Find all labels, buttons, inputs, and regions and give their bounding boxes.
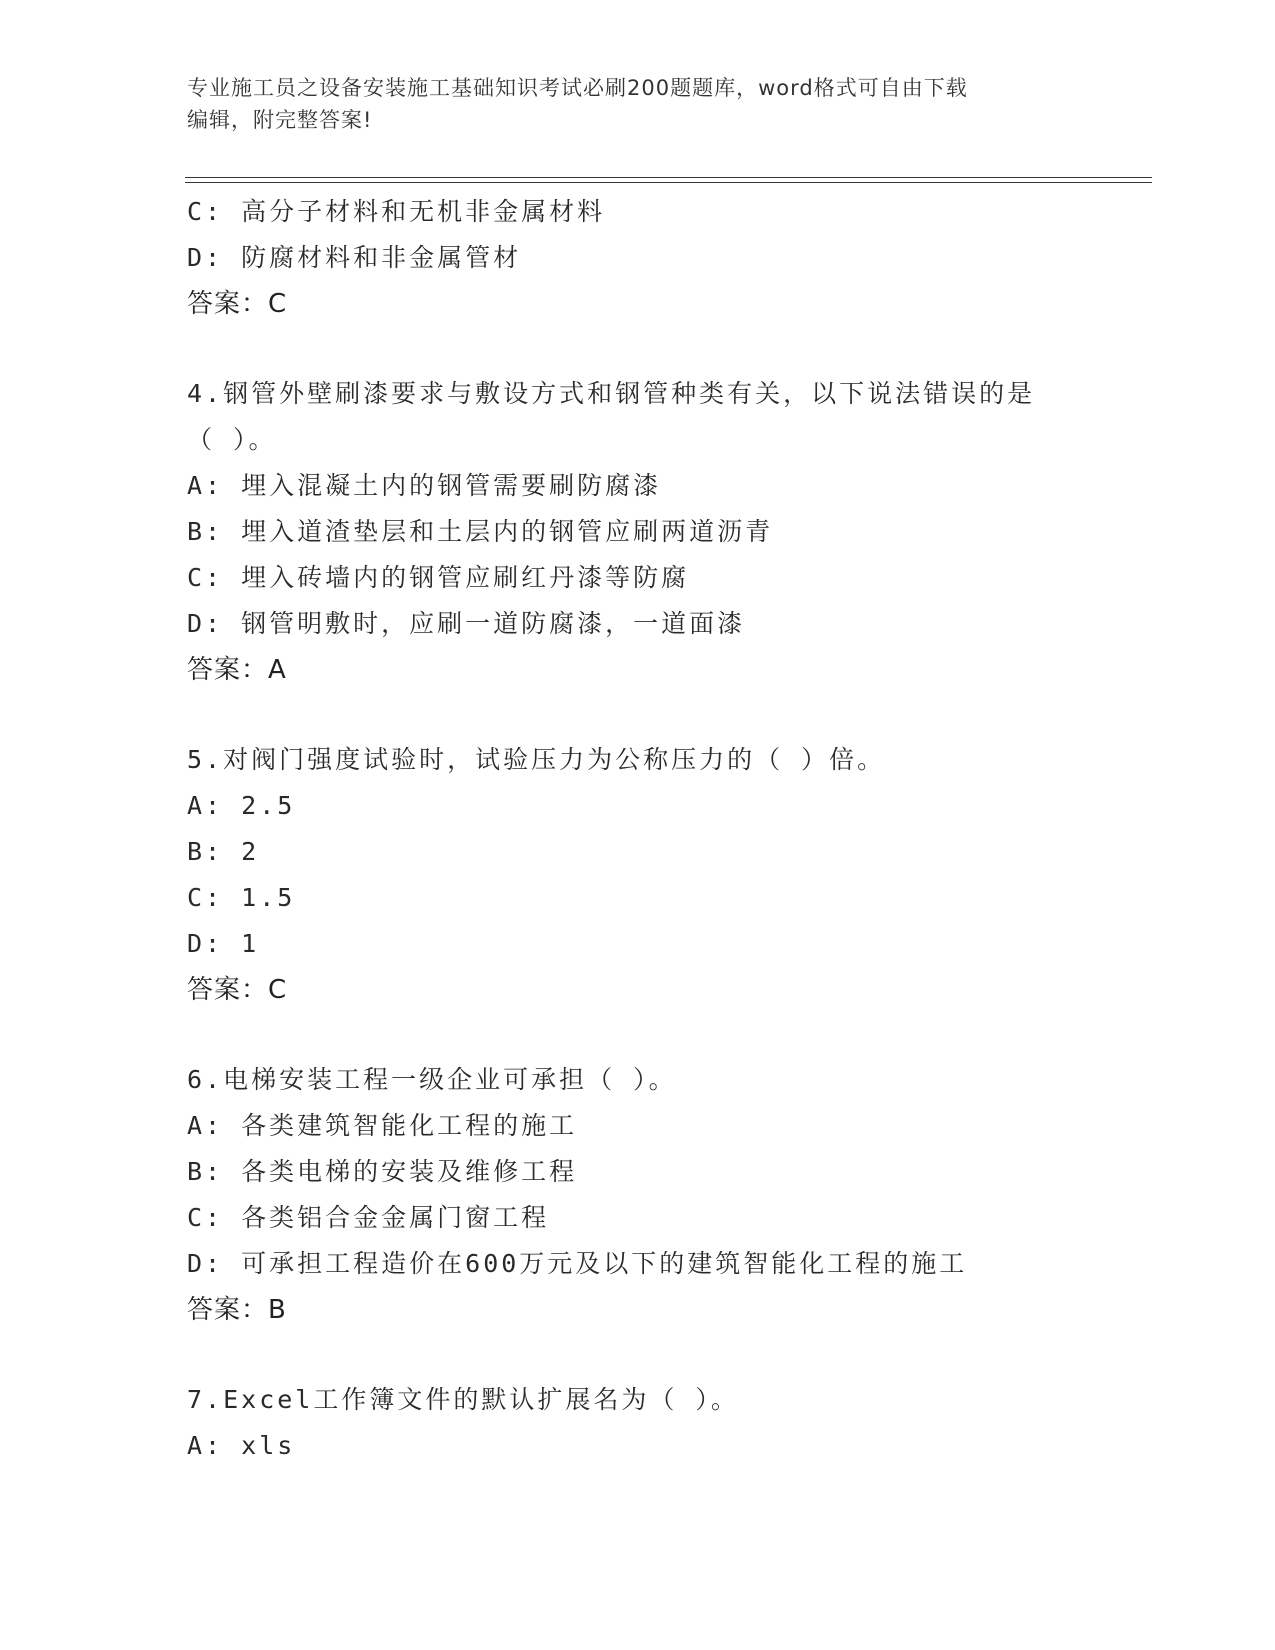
header-line-1: 专业施工员之设备安装施工基础知识考试必刷200题题库，word格式可自由下载: [187, 76, 968, 100]
header-line-2: 编辑，附完整答案!: [187, 108, 373, 132]
answer: 答案：C: [187, 975, 288, 1005]
answer: 答案：A: [187, 655, 287, 685]
question-5: [187, 737, 1117, 1013]
option-c: C: 高分子材料和无机非金属材料: [187, 197, 606, 226]
question-7: [187, 1377, 1117, 1469]
question-stem: 6.电梯安装工程一级企业可承担（ ）。: [187, 1065, 677, 1094]
header-divider-top: [185, 177, 1152, 178]
option-b: B: 各类电梯的安装及维修工程: [187, 1157, 578, 1186]
question-stem: 5.对阀门强度试验时，试验压力为公称压力的（ ）倍。: [187, 745, 886, 774]
option-a: A: 各类建筑智能化工程的施工: [187, 1111, 578, 1140]
option-d: D: 可承担工程造价在600万元及以下的建筑智能化工程的施工: [187, 1249, 968, 1278]
document-body: [187, 189, 1117, 1469]
question-stem: 7.Excel工作簿文件的默认扩展名为（ ）。: [187, 1385, 739, 1414]
question-4: [187, 371, 1117, 693]
option-b: B: 2: [187, 837, 260, 866]
option-d: D: 1: [187, 929, 260, 958]
option-d: D: 防腐材料和非金属管材: [187, 243, 522, 272]
option-c: C: 埋入砖墙内的钢管应刷红丹漆等防腐: [187, 563, 690, 592]
option-a: A: xls: [187, 1431, 296, 1460]
document-header: [187, 72, 1067, 136]
option-d: D: 钢管明敷时，应刷一道防腐漆，一道面漆: [187, 609, 746, 638]
option-a: A: 埋入混凝土内的钢管需要刷防腐漆: [187, 471, 662, 500]
header-divider-bottom: [185, 182, 1152, 183]
option-c: C: 各类铝合金金属门窗工程: [187, 1203, 550, 1232]
answer: 答案：C: [187, 289, 288, 319]
option-c: C: 1.5: [187, 883, 296, 912]
question-6: [187, 1057, 1117, 1333]
question-stem-continued: （ ）。: [187, 425, 277, 454]
question-stem: 4.钢管外壁刷漆要求与敷设方式和钢管种类有关，以下说法错误的是: [187, 379, 1036, 408]
question-3: [187, 189, 1117, 327]
option-a: A: 2.5: [187, 791, 296, 820]
option-b: B: 埋入道渣垫层和土层内的钢管应刷两道沥青: [187, 517, 774, 546]
answer: 答案：B: [187, 1295, 287, 1325]
